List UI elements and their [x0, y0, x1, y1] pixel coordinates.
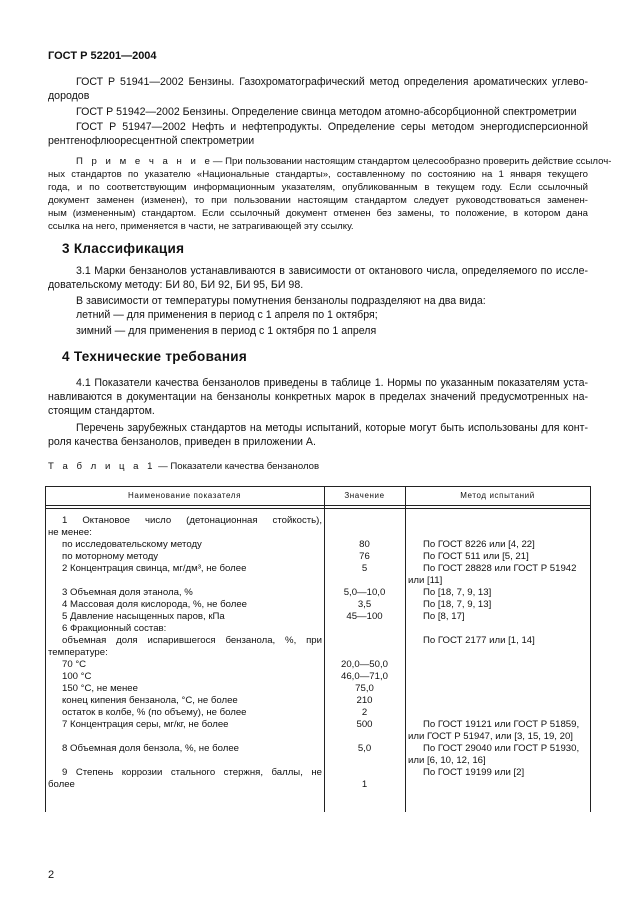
para-line: летний — для применения в период с 1 апреля по 1 октября;: [76, 309, 378, 321]
cell-indicator: 3 Объемная доля этанола, %: [62, 587, 193, 598]
document-id-header: ГОСТ Р 52201—2004: [48, 50, 157, 62]
table-border: [45, 505, 591, 506]
ref-line: рентгенофлюоресцентной спектрометрии: [48, 135, 255, 147]
cell-method: По [18, 7, 9, 13]: [423, 599, 492, 610]
para-line: 3.1 Марки бензанолов устанавливаются в зависимости от октанового числа, определяемого по иссле-: [76, 265, 588, 277]
cell-method: По ГОСТ 19121 или ГОСТ Р 51859,: [423, 719, 580, 730]
note-label: П р и м е ч а н и е: [76, 156, 213, 167]
cell-indicator: более: [48, 779, 75, 790]
cell-indicator: 8 Объемная доля бензола, %, не более: [62, 743, 239, 754]
cell-indicator: 5 Давление насыщенных паров, кПа: [62, 611, 225, 622]
note-line: ным (измененным) стандартом. Если ссылочный документ отменен без замены, то положение, в котором дана: [48, 208, 588, 219]
para-line: В зависимости от температуры помутнения бензанолы подразделяют на два вида:: [76, 295, 486, 307]
cell-indicator: 9 Степень коррозии стального стержня, баллы, не: [62, 767, 322, 778]
para-line: 4.1 Показатели качества бензанолов приведены в таблице 1. Нормы по указанным показателям уста-: [76, 377, 588, 389]
cell-indicator: 7 Концентрация серы, мг/кг, не более: [62, 719, 229, 730]
ref-line: ГОСТ Р 51947—2002 Нефть и нефтепродукты. Определение серы методом энергодисперсионной: [76, 121, 588, 133]
cell-indicator: по исследовательскому методу: [62, 539, 202, 550]
cell-indicator: 150 °С, не менее: [62, 683, 138, 694]
cell-indicator: конец кипения бензанола, °С, не более: [62, 695, 238, 706]
cell-value: 3,5: [357, 599, 372, 610]
page-number: 2: [48, 869, 55, 881]
table-border: [45, 486, 591, 487]
cell-method: или [6, 10, 12, 16]: [408, 755, 486, 766]
note-line: ных стандартов по указателю «Национальные стандарты», составленному по состоянию на 1 января текущего: [48, 169, 588, 180]
cell-method: По ГОСТ 29040 или ГОСТ Р 51930,: [423, 743, 580, 754]
ref-line: ГОСТ Р 51941—2002 Бензины. Газохроматографический метод определения ароматических углево-: [76, 76, 588, 88]
cell-value: 1: [361, 779, 368, 790]
column-header-method: Метод испытаний: [460, 491, 535, 500]
cell-value: 210: [356, 695, 373, 706]
para-line: навливаются в документации на бензанолы конкретных марок в пределах значений предусмотренных на-: [48, 391, 588, 403]
cell-value: 2: [361, 707, 368, 718]
cell-method: По ГОСТ 511 или [5, 21]: [423, 551, 529, 562]
table-caption: Т а б л и ц а 1 — Показатели качества бензанолов: [48, 461, 320, 472]
cell-indicator: 4 Массовая доля кислорода, %, не более: [62, 599, 248, 610]
para-line: Перечень зарубежных стандартов на методы испытаний, которые могут быть использованы для конт-: [76, 422, 588, 434]
cell-value: 5,0: [357, 743, 372, 754]
column-header-value: Значение: [344, 491, 385, 500]
cell-value: 75,0: [355, 683, 374, 694]
cell-indicator: не менее:: [48, 527, 92, 538]
cell-indicator: температуре:: [48, 647, 108, 658]
cell-value: 5: [361, 563, 368, 574]
column-header-name: Наименование показателя: [128, 491, 241, 500]
cell-method: или [11]: [408, 575, 443, 586]
cell-indicator: 70 °С: [62, 659, 87, 670]
cell-indicator: объемная доля испарившегося бензанола, %, при: [62, 635, 322, 646]
table-border: [324, 486, 325, 812]
para-line: довательскому методу: БИ 80, БИ 92, БИ 95, БИ 98.: [48, 279, 304, 291]
cell-method: По [8, 17]: [423, 611, 465, 622]
ref-line: ГОСТ Р 51942—2002 Бензины. Определение свинца методом атомно-абсорбционной спектрометрии: [76, 106, 577, 118]
cell-method: По ГОСТ 28828 или ГОСТ Р 51942: [423, 563, 577, 574]
note-line: ссылка на него, применяется в части, не затрагивающей эту ссылку.: [48, 221, 354, 232]
para-line: роля качества бензанолов, приведен в приложении А.: [48, 436, 316, 448]
cell-indicator: 2 Концентрация свинца, мг/дм³, не более: [62, 563, 247, 574]
cell-method: По ГОСТ 19199 или [2]: [423, 767, 525, 778]
table-border: [45, 508, 591, 509]
table-border: [45, 486, 46, 812]
cell-value: 5,0—10,0: [343, 587, 386, 598]
table-border: [590, 486, 591, 812]
note-line: года, и по соответствующим информационным указателям, опубликованным в текущем году. Если ссылочный: [48, 182, 588, 193]
cell-indicator: остаток в колбе, % (по объему), не более: [62, 707, 247, 718]
note-first-line: П р и м е ч а н и е — При пользовании настоящим стандартом целесообразно проверить действие ссылоч-: [76, 156, 612, 167]
cell-method: По [18, 7, 9, 13]: [423, 587, 492, 598]
cell-value: 45—100: [346, 611, 383, 622]
cell-indicator: 1 Октановое число (детонационная стойкость),: [62, 515, 322, 526]
cell-value: 20,0—50,0: [341, 659, 388, 670]
cell-value: 500: [356, 719, 373, 730]
table-border: [405, 486, 406, 812]
cell-indicator: 6 Фракционный состав:: [62, 623, 167, 634]
cell-method: или ГОСТ Р 51947, или [3, 15, 19, 20]: [408, 731, 573, 742]
ref-line: дородов: [48, 90, 90, 102]
cell-value: 76: [359, 551, 370, 562]
cell-indicator: по моторному методу: [62, 551, 159, 562]
cell-value: 80: [359, 539, 370, 550]
section-heading: 3 Классификация: [62, 241, 185, 256]
cell-method: По ГОСТ 8226 или [4, 22]: [423, 539, 535, 550]
para-line: зимний — для применения в период с 1 октября по 1 апреля: [76, 325, 377, 337]
cell-method: По ГОСТ 2177 или [1, 14]: [423, 635, 535, 646]
cell-value: 46,0—71,0: [341, 671, 388, 682]
note-line: документ заменен (изменен), то при пользовании настоящим стандартом следует руководствоваться заменен-: [48, 195, 588, 206]
section-heading: 4 Технические требования: [62, 349, 248, 364]
cell-indicator: 100 °С: [62, 671, 92, 682]
para-line: стоящим стандартом.: [48, 405, 155, 417]
